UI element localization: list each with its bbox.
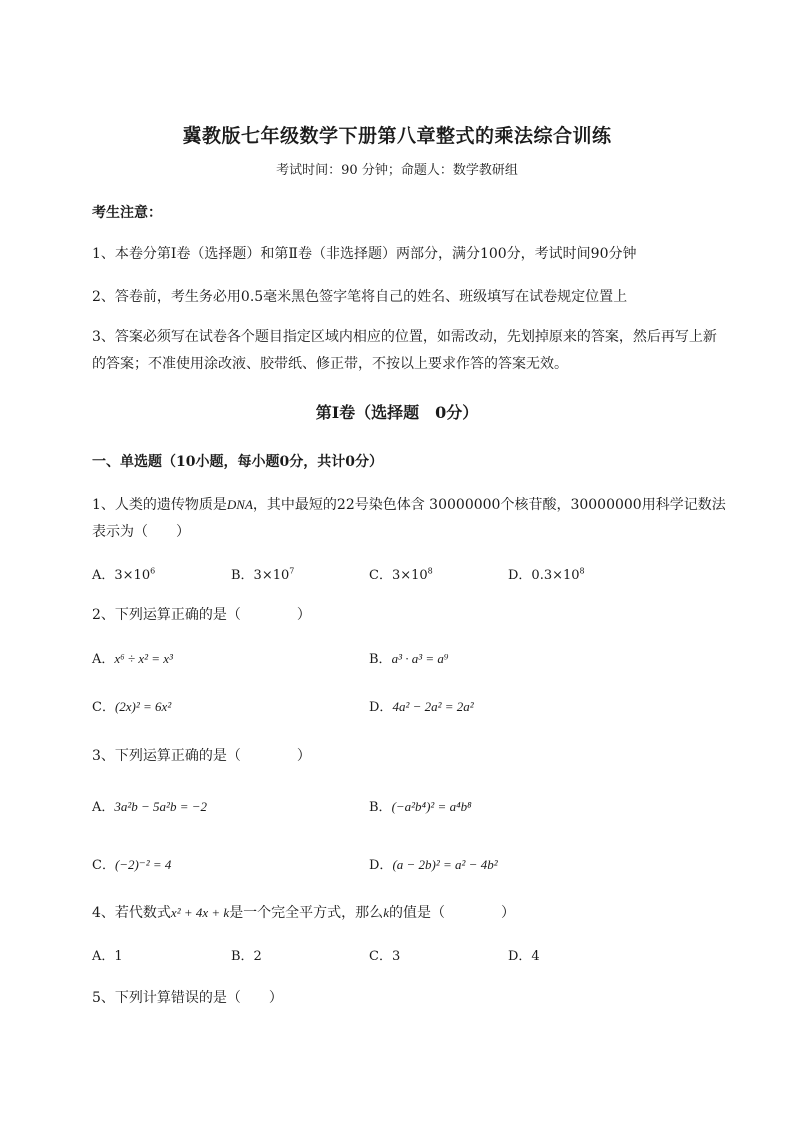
q4-option-a[interactable]: A．1 [92, 949, 123, 964]
question-2: 2、下列运算正确的是（ ） [92, 607, 311, 623]
q1-option-a[interactable]: A．$3\times 10^6$ [92, 566, 156, 583]
question-3: 3、下列运算正确的是（ ） [92, 748, 311, 764]
q3-option-c[interactable]: C．(−2)⁻² = 4 [92, 857, 172, 873]
q2-a-expr: x⁶ ÷ x² = x³ [114, 651, 173, 666]
notice-heading: 考生注意： [92, 205, 162, 221]
q1-option-d[interactable]: D．$0.3\times 10^8$ [508, 566, 585, 583]
q4-option-c[interactable]: C．3 [369, 949, 401, 964]
q2-d-expr: 4a² − 2a² = 2a² [392, 699, 474, 714]
question-1-text-a: 1、人类的遗传物质是 [92, 497, 227, 513]
q4-k: k [383, 905, 389, 920]
q1-option-c[interactable]: C．$3\times 10^8$ [369, 566, 433, 583]
q4-option-b[interactable]: B．2 [231, 949, 262, 964]
question-4: 4、若代数式x² + 4x + k是一个完全平方式，那么k的值是（ ） [92, 905, 515, 921]
section-title: 第Ⅰ卷（选择题 0分） [315, 403, 479, 422]
q2-b-expr: a³ · a³ = a⁹ [391, 651, 449, 666]
question-1-line2: 表示为（ ） [92, 524, 190, 540]
q3-d-expr: (a − 2b)² = a² − 4b² [392, 857, 498, 872]
q2-c-expr: (2x)² = 6x² [114, 699, 172, 714]
notice-item-3: 3、答案必须写在试卷各个题目指定区域内相应的位置，如需改动，先划掉原来的答案，然后再写上新 [92, 329, 717, 345]
part-heading: 一、单选题（10小题，每小题0分，共计0分） [92, 454, 383, 470]
q4-expr: x² + 4x + k [170, 905, 230, 920]
q3-a-expr: 3a²b − 5a²b = −2 [114, 799, 208, 814]
q4-option-d[interactable]: D．4 [508, 949, 540, 964]
q2-option-c[interactable]: C．(2x)² = 6x² [92, 699, 172, 715]
q1-option-b[interactable]: B．$3\times 10^7$ [231, 566, 295, 583]
page-title: 冀教版七年级数学下册第八章整式的乘法综合训练 [182, 125, 612, 147]
question-5: 5、下列计算错误的是（ ） [92, 990, 283, 1006]
q3-option-a[interactable]: A．3a²b − 5a²b = −2 [92, 799, 208, 815]
q3-c-expr: (−2)⁻² = 4 [114, 857, 172, 872]
q3-option-b[interactable]: B．(−a²b⁴)² = a⁴b⁸ [369, 799, 472, 815]
notice-item-3-cont: 的答案；不准使用涂改液、胶带纸、修正带，不按以上要求作答的答案无效。 [92, 356, 568, 372]
notice-item-1: 1、本卷分第Ⅰ卷（选择题）和第Ⅱ卷（非选择题）两部分，满分100分，考试时间90分钟 [92, 246, 637, 262]
q3-b-expr: (−a²b⁴)² = a⁴b⁸ [391, 799, 472, 814]
q3-option-d[interactable]: D．(a − 2b)² = a² − 4b² [369, 857, 498, 873]
q2-option-b[interactable]: B．a³ · a³ = a⁹ [369, 651, 449, 667]
dna-term: DNA [226, 497, 253, 512]
question-1-text-b: ，其中最短的22号染色体含 30000000个核苷酸，30000000用科学记数法 [252, 497, 726, 513]
q2-option-a[interactable]: A．x⁶ ÷ x² = x³ [92, 651, 173, 667]
page-subtitle: 考试时间：90 分钟；命题人：数学教研组 [276, 163, 518, 178]
question-1-line1 [92, 494, 726, 514]
q2-option-d[interactable]: D．4a² − 2a² = 2a² [369, 699, 474, 715]
notice-item-2: 2、答卷前，考生务必用0.5毫米黑色签字笔将自己的姓名、班级填写在试卷规定位置上 [92, 289, 628, 305]
